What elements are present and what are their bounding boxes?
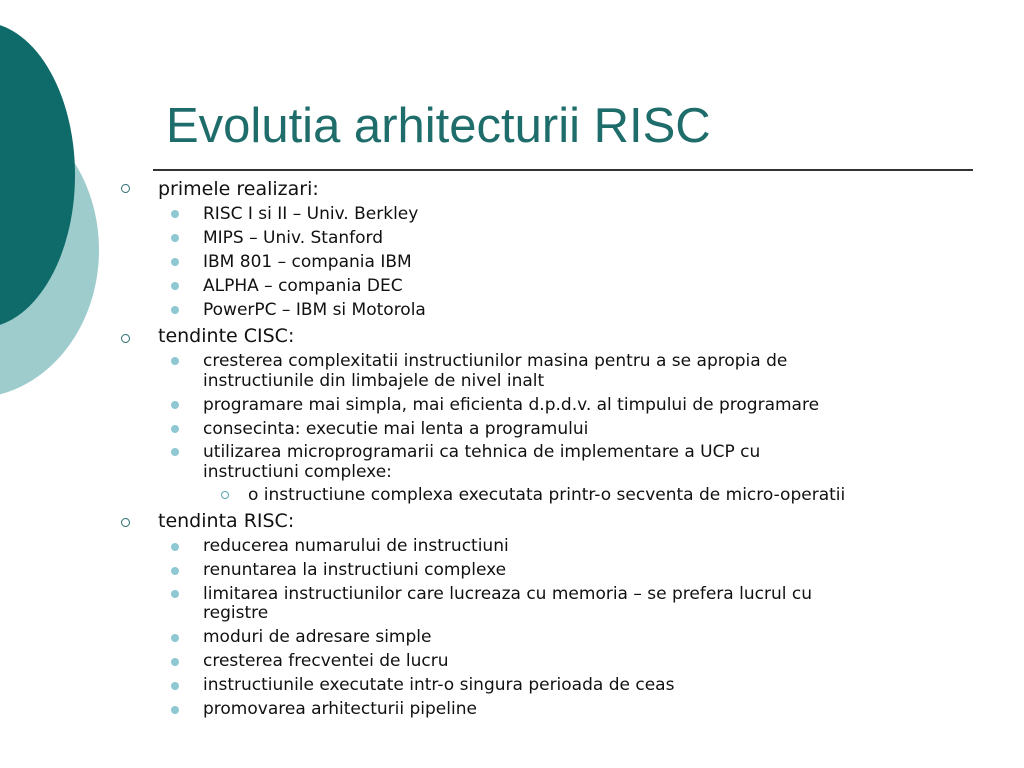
list-item: cresterea frecventei de lucru: [203, 651, 449, 671]
bullet-icon: [171, 543, 179, 551]
bullet-icon: [171, 658, 179, 666]
list-item: RISC I si II – Univ. Berkley: [203, 204, 419, 224]
bullet-icon: [171, 590, 179, 598]
list-item-line: utilizarea microprogramarii ca tehnica de implementare a UCP cu: [203, 442, 761, 462]
list-item: renuntarea la instructiuni complexe: [203, 560, 507, 580]
section-heading: primele realizari:: [158, 178, 319, 200]
section-bullet-icon: [121, 518, 130, 527]
sub-list-item: o instructiune complexa executata printr-o secventa de micro-operatii: [248, 485, 846, 505]
list-item-line: cresterea complexitatii instructiunilor masina pentru a se apropia de: [203, 351, 788, 371]
bullet-icon: [171, 357, 179, 365]
section-bullet-icon: [121, 334, 130, 343]
list-item: promovarea arhitecturii pipeline: [203, 699, 477, 719]
bullet-icon: [171, 258, 179, 266]
list-item: programare mai simpla, mai eficienta d.p.d.v. al timpului de programare: [203, 395, 820, 415]
list-item: instructiunile executate intr-o singura perioada de ceas: [203, 675, 675, 695]
list-item: ALPHA – compania DEC: [203, 276, 403, 296]
list-item: consecinta: executie mai lenta a programului: [203, 419, 589, 439]
bullet-icon: [171, 448, 179, 456]
list-item-line: limitarea instructiunilor care lucreaza cu memoria – se prefera lucrul cu: [203, 584, 812, 604]
slide-title: Evolutia arhitecturii RISC: [166, 99, 711, 153]
bullet-icon: [171, 282, 179, 290]
list-item-line: instructiunile din limbajele de nivel inalt: [203, 371, 545, 391]
bullet-icon: [171, 634, 179, 642]
list-item-line: instructiuni complexe:: [203, 462, 392, 482]
bullet-icon: [171, 234, 179, 242]
bullet-icon: [171, 682, 179, 690]
section-heading: tendinta RISC:: [158, 510, 295, 532]
list-item: MIPS – Univ. Stanford: [203, 228, 384, 248]
section-heading: tendinte CISC:: [158, 325, 295, 347]
bullet-icon: [171, 567, 179, 575]
bullet-icon: [171, 401, 179, 409]
bullet-icon: [171, 306, 179, 314]
bullet-icon: [171, 706, 179, 714]
list-item: moduri de adresare simple: [203, 627, 432, 647]
list-item: PowerPC – IBM si Motorola: [203, 300, 426, 320]
list-item: IBM 801 – compania IBM: [203, 252, 412, 272]
section-bullet-icon: [121, 184, 130, 193]
bullet-icon: [171, 425, 179, 433]
list-item-line: registre: [203, 603, 269, 623]
list-item: reducerea numarului de instructiuni: [203, 536, 509, 556]
sub-bullet-icon: [221, 491, 229, 499]
bullet-icon: [171, 210, 179, 218]
